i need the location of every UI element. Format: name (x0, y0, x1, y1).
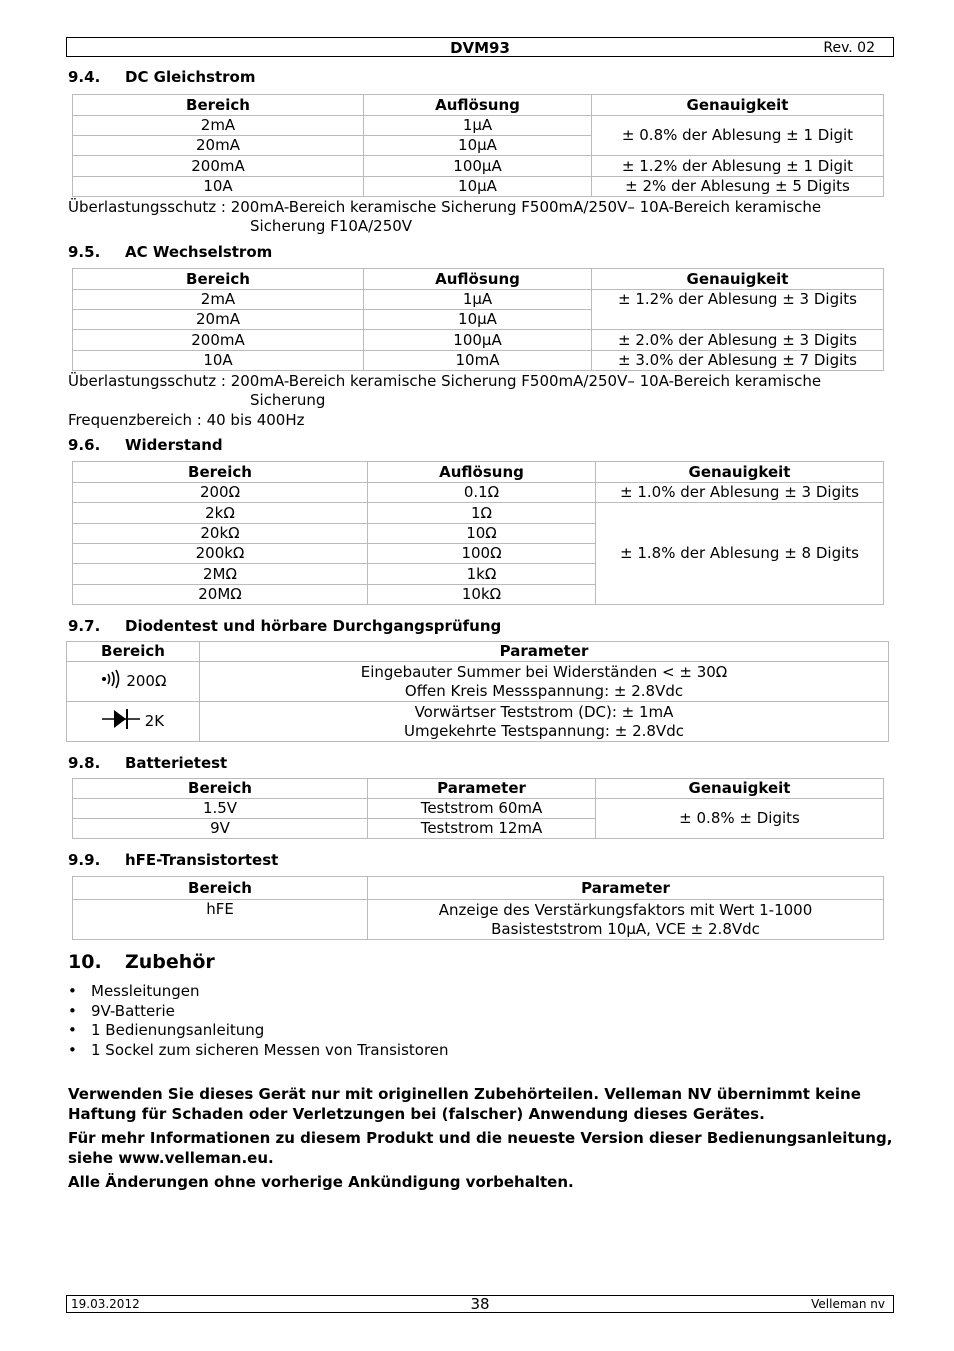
footer-date: 19.03.2012 (71, 1297, 140, 1311)
section-9-6-heading: 9.6. Widerstand (68, 436, 223, 454)
battery-test-table: Bereich Parameter Genauigkeit 1.5V Teststrom 60mA ± 0.8% ± Digits 9V Teststrom 12mA (72, 778, 884, 839)
resistance-table: Bereich Auflösung Genauigkeit 200Ω 0.1Ω ± 1.0% der Ablesung ± 3 Digits 2kΩ 1Ω ± 1.8% der Ablesung ± 8 Digits 20kΩ 10Ω 200kΩ 100Ω 2MΩ 1kΩ 20MΩ 10kΩ (72, 461, 884, 605)
disclaimer-paragraph: Verwenden Sie dieses Gerät nur mit originellen Zubehörteilen. Velleman NV übernimmt keine Haftung für Schaden oder Verletzungen bei (falscher) Anwendung dieses Gerätes. (68, 1085, 861, 1123)
footer-company: Velleman nv (811, 1297, 885, 1311)
page-number: 38 (470, 1295, 490, 1313)
diode-continuity-table: Bereich Parameter 200Ω Eingebauter Summer bei Widerständen < ± 30Ω Offen Kreis Messspannung: ± 2.8Vdc 2K Vorwärtser Teststrom (DC): ± 1mA Umgekehrte Testspannung: ± 2.8Vdc (66, 641, 889, 742)
more-info-paragraph: Für mehr Informationen zu diesem Produkt und die neueste Version dieser Bedienungsanleitung, siehe www.velleman.eu. (68, 1129, 893, 1167)
list-item: • 9V-Batterie (68, 1002, 449, 1022)
section-9-8-heading: 9.8. Batterietest (68, 754, 228, 772)
revision: Rev. 02 (823, 40, 875, 56)
page-header (66, 37, 894, 57)
buzzer-range: 200Ω (126, 672, 167, 690)
section-9-4-heading: 9.4. DC Gleichstrom (68, 68, 256, 86)
section-9-7-heading: 9.7. Diodentest und hörbare Durchgangsprüfung (68, 617, 502, 635)
list-item: • 1 Bedienungsanleitung (68, 1021, 449, 1041)
list-item: • 1 Sockel zum sicheren Messen von Transistoren (68, 1041, 449, 1061)
ac-overload-note: Überlastungsschutz : 200mA-Bereich keramische Sicherung F500mA/250V– 10A-Bereich keramische (68, 372, 822, 390)
dc-overload-note: Überlastungsschutz : 200mA-Bereich keramische Sicherung F500mA/250V– 10A-Bereich keramische (68, 198, 822, 216)
dc-overload-note-cont: Sicherung F10A/250V (250, 217, 413, 235)
page-footer (66, 1295, 894, 1313)
ac-overload-note-cont: Sicherung (250, 391, 326, 409)
list-item: • Messleitungen (68, 982, 449, 1002)
diode-range: 2K (144, 712, 165, 730)
dc-current-table: Bereich Auflösung Genauigkeit 2mA 1µA ± 0.8% der Ablesung ± 1 Digit 20mA 10µA 200mA 100µA ± 1.2% der Ablesung ± 1 Digit 10A 10µA ± 2% der Ablesung ± 5 Digits (72, 94, 884, 197)
hfe-test-table: Bereich Parameter hFE Anzeige des Verstärkungsfaktors mit Wert 1-1000 Basisteststrom 10µA, VCE ± 2.8Vdc (72, 876, 884, 940)
section-10-heading: 10. Zubehör (68, 951, 215, 973)
diode-icon (102, 707, 140, 736)
sound-wave-icon (100, 669, 122, 694)
section-9-9-heading: 9.9. hFE-Transistortest (68, 851, 279, 869)
ac-current-table: Bereich Auflösung Genauigkeit 2mA 1µA ± 1.2% der Ablesung ± 3 Digits 20mA 10µA 200mA 100µA ± 2.0% der Ablesung ± 3 Digits 10A 10mA ± 3.0% der Ablesung ± 7 Digits (72, 268, 884, 371)
changes-paragraph: Alle Änderungen ohne vorherige Ankündigung vorbehalten. (68, 1173, 574, 1191)
frequency-range: Frequenzbereich : 40 bis 400Hz (68, 411, 305, 429)
accessories-list (68, 982, 449, 1061)
section-9-5-heading: 9.5. AC Wechselstrom (68, 243, 273, 261)
doc-title: DVM93 (450, 39, 510, 57)
